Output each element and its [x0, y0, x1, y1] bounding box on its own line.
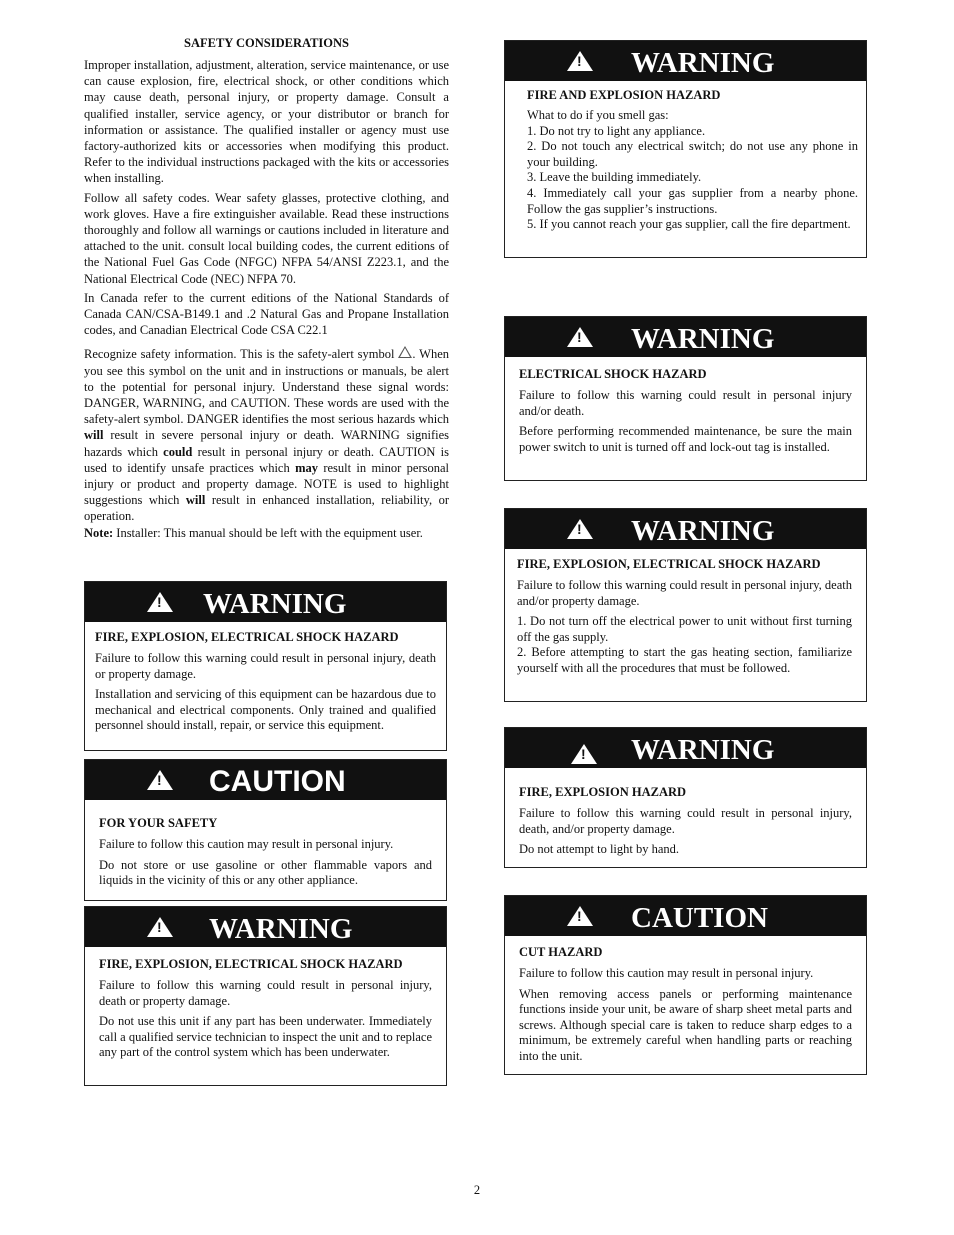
warning-banner	[85, 582, 446, 622]
warning-box	[504, 727, 867, 868]
box-paragraph: 1. Do not turn off the electrical power to unit without first turning off the gas supply.	[517, 614, 852, 644]
warning-box	[84, 581, 447, 751]
signal-word: WARNING	[631, 734, 775, 766]
warning-icon	[147, 592, 173, 612]
box-paragraph: Failure to follow this warning could result in personal injury, death and/or property damage.	[517, 578, 852, 608]
safety-paragraph-2: Follow all safety codes. Wear safety glasses, protective clothing, and work gloves. Have a fire extinguisher available. Read these instructions thoroughly and follow all warnings or cautions included in literature and attached to the unit. consult local building codes, the current editions of the National Fuel Gas Code (NFGC) NFPA 54/ANSI Z223.1, and the National Electrical Code (NEC) NFPA 70.	[84, 190, 449, 286]
box-paragraph: Do not use this unit if any part has been underwater. Immediately call a qualified service technician to inspect the unit and to replace any part of the control system which has been underwater.	[99, 1014, 432, 1060]
box-line: 4. Immediately call your gas supplier from a nearby phone. Follow the gas supplier’s instructions.	[527, 185, 858, 216]
page-number: 2	[473, 1183, 481, 1197]
warning-banner	[505, 317, 866, 357]
warning-banner	[505, 509, 866, 549]
caution-box	[84, 759, 447, 901]
box-paragraph: When removing access panels or performing maintenance functions inside your unit, be aware of sharp sheet metal parts and screws. Although special care is taken to reduce sharp edges to a minimum, be extremely careful when handling parts or reaching into the unit.	[519, 986, 852, 1063]
box-paragraph: Failure to follow this warning could result in personal injury, death or property damage.	[99, 978, 432, 1008]
safety-paragraph-3: In Canada refer to the current editions of the National Standards of Canada CAN/CSA-B149.1 and .2 Natural Gas and Propane Installation codes, and Canadian Electrical Code CSA C22.1	[84, 290, 449, 338]
warning-icon	[147, 917, 173, 937]
warning-box	[504, 40, 867, 258]
warning-icon	[567, 519, 593, 539]
warning-icon	[147, 770, 173, 790]
signal-word: CAUTION	[209, 765, 346, 798]
warning-box	[504, 316, 867, 481]
box-paragraph: 2. Before attempting to start the gas heating section, familiarize yourself with all the procedures that must be followed.	[517, 645, 852, 675]
box-paragraph: Before performing recommended maintenance, be sure the main power switch to unit is turned off and lock-out tag is installed.	[519, 424, 852, 454]
note: Note: Installer: This manual should be left with the equipment user.	[84, 525, 423, 540]
section-title: SAFETY CONSIDERATIONS	[184, 36, 349, 50]
caution-banner	[505, 896, 866, 936]
warning-icon	[567, 327, 593, 347]
hazard-title: FIRE, EXPLOSION, ELECTRICAL SHOCK HAZARD	[517, 557, 821, 571]
warning-banner	[85, 907, 446, 947]
warning-icon	[567, 906, 593, 926]
hazard-title: CUT HAZARD	[519, 945, 603, 959]
box-line: 3. Leave the building immediately.	[527, 170, 702, 185]
signal-word: WARNING	[631, 47, 775, 79]
signal-word: CAUTION	[631, 902, 768, 934]
box-paragraph: Failure to follow this warning could result in personal injury, death or property damage.	[95, 651, 436, 681]
signal-word: WARNING	[631, 515, 775, 547]
box-paragraph: Failure to follow this warning could result in personal injury, death, and/or property damage.	[519, 806, 852, 836]
box-paragraph: Do not store or use gasoline or other flammable vapors and liquids in the vicinity of this or any other appliance.	[99, 857, 432, 888]
box-line: What to do if you smell gas:	[527, 108, 669, 122]
safety-paragraph-4: Recognize safety information. This is the safety-alert symbol . When you see this symbol on the unit and in instructions or manuals, be alert to the potential for personal injury. Understand these signal words: DANGER, WARNING, and CAUTION. These words are used with the safety-alert symbol. DANGER identifies the most serious hazards which will result in severe personal injury or death. WARNING signifies hazards which could result in personal injury or death. CAUTION is used to identify unsafe practices which may result in minor personal injury or product and property damage. NOTE is used to highlight suggestions which will result in enhanced installation, reliability, or operation.	[84, 347, 450, 524]
box-line: 1. Do not try to light any appliance.	[527, 123, 706, 138]
box-paragraph: Failure to follow this caution may result in personal injury.	[519, 966, 814, 980]
warning-banner	[505, 728, 866, 768]
caution-banner	[85, 760, 446, 800]
warning-box	[504, 508, 867, 702]
hazard-title: FIRE AND EXPLOSION HAZARD	[527, 88, 721, 102]
hazard-title: FIRE, EXPLOSION, ELECTRICAL SHOCK HAZARD	[99, 957, 403, 971]
box-line: 2. Do not touch any electrical switch; do not use any phone in your building.	[527, 139, 858, 169]
caution-box	[504, 895, 867, 1075]
hazard-title: FIRE, EXPLOSION, ELECTRICAL SHOCK HAZARD	[95, 630, 399, 644]
warning-banner	[505, 41, 866, 81]
hazard-title: FIRE, EXPLOSION HAZARD	[519, 785, 687, 799]
safety-alert-icon	[398, 346, 412, 358]
safety-paragraph-1: Improper installation, adjustment, alteration, service maintenance, or use can cause explosion, fire, electrical shock, or other conditions which may cause death, personal injury, or property damage. Consult a qualified installer, service agency, or your distributor or branch for information or assistance. The qualified installer or agency must use factory-authorized kits or accessories when modifying this product. Refer to the individual instructions packaged with the kits or accessories when installing.	[84, 58, 449, 186]
warning-box	[84, 906, 447, 1086]
box-paragraph: Do not attempt to light by hand.	[519, 842, 680, 857]
signal-word: WARNING	[631, 323, 775, 355]
box-line: 5. If you cannot reach your gas supplier, call the fire department.	[527, 217, 851, 232]
hazard-title: FOR YOUR SAFETY	[99, 816, 218, 830]
box-paragraph: Failure to follow this caution may result in personal injury.	[99, 837, 394, 851]
left-column	[84, 36, 449, 541]
hazard-title: ELECTRICAL SHOCK HAZARD	[519, 367, 707, 381]
warning-icon	[567, 51, 593, 71]
box-paragraph: Failure to follow this warning could result in personal injury and/or death.	[519, 388, 852, 418]
warning-icon	[571, 744, 597, 764]
signal-word: WARNING	[203, 588, 347, 620]
box-paragraph: Installation and servicing of this equipment can be hazardous due to mechanical and electrical components. Only trained and qualified personnel should install, repair, or service this equipment.	[95, 687, 436, 733]
signal-word: WARNING	[209, 913, 353, 945]
